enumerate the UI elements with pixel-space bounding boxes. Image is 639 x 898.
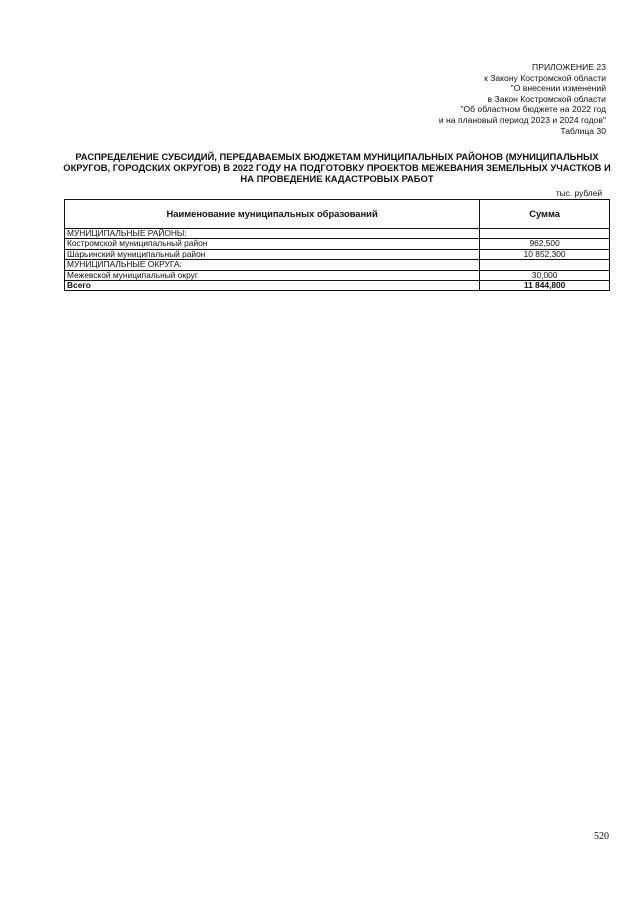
subsidy-table xyxy=(64,199,610,291)
appendix-line: "Об областном бюджете на 2022 год xyxy=(460,104,606,115)
total-sum: 11 844,800 xyxy=(480,281,610,291)
page-number: 520 xyxy=(594,831,609,842)
table-row xyxy=(65,239,610,249)
appendix-line: ПРИЛОЖЕНИЕ 23 xyxy=(532,62,606,72)
row-sum: 962,500 xyxy=(480,239,610,249)
row-name: МУНИЦИПАЛЬНЫЕ РАЙОНЫ: xyxy=(65,229,480,239)
row-name: Межевской муниципальный округ xyxy=(65,270,480,280)
total-row xyxy=(65,281,610,291)
row-sum: 10 852,300 xyxy=(480,249,610,259)
table-row xyxy=(65,270,610,280)
appendix-block xyxy=(439,62,606,136)
table-header-row xyxy=(65,200,610,229)
header-name: Наименование муниципальных образований xyxy=(65,200,480,229)
appendix-line: в Закон Костромской области xyxy=(487,93,606,104)
appendix-line: к Закону Костромской области xyxy=(484,72,606,83)
appendix-line: "О внесении изменений xyxy=(510,83,606,94)
units-label: тыс. рублей xyxy=(555,188,602,198)
table-row xyxy=(65,229,610,239)
table-row xyxy=(65,260,610,270)
row-name: МУНИЦИПАЛЬНЫЕ ОКРУГА: xyxy=(65,260,480,270)
row-name: Костромской муниципальный район xyxy=(65,239,480,249)
row-sum: 30,000 xyxy=(480,270,610,280)
row-sum xyxy=(480,229,610,239)
row-sum xyxy=(480,260,610,270)
row-name: Шарьинский муниципальный район xyxy=(65,249,480,259)
header-sum: Сумма xyxy=(480,200,610,229)
total-label: Всего xyxy=(65,281,480,291)
table-number: Таблица 30 xyxy=(560,125,606,136)
table-row xyxy=(65,249,610,259)
appendix-line: и на плановый период 2023 и 2024 годов" xyxy=(438,114,606,125)
document-title: РАСПРЕДЕЛЕНИЕ СУБСИДИЙ, ПЕРЕДАВАЕМЫХ БЮДЖЕТАМ МУНИЦИПАЛЬНЫХ РАЙОНОВ (МУНИЦИПАЛЬНЫХ ОКРУГОВ, ГОРОДСКИХ ОКРУГОВ) В 2022 ГОДУ НА ПОДГОТОВКУ ПРОЕКТОВ МЕЖЕВАНИЯ ЗЕМЕЛЬНЫХ УЧАСТКОВ И НА ПРОВЕДЕНИЕ КАДАСТРОВЫХ РАБОТ xyxy=(63,151,611,185)
